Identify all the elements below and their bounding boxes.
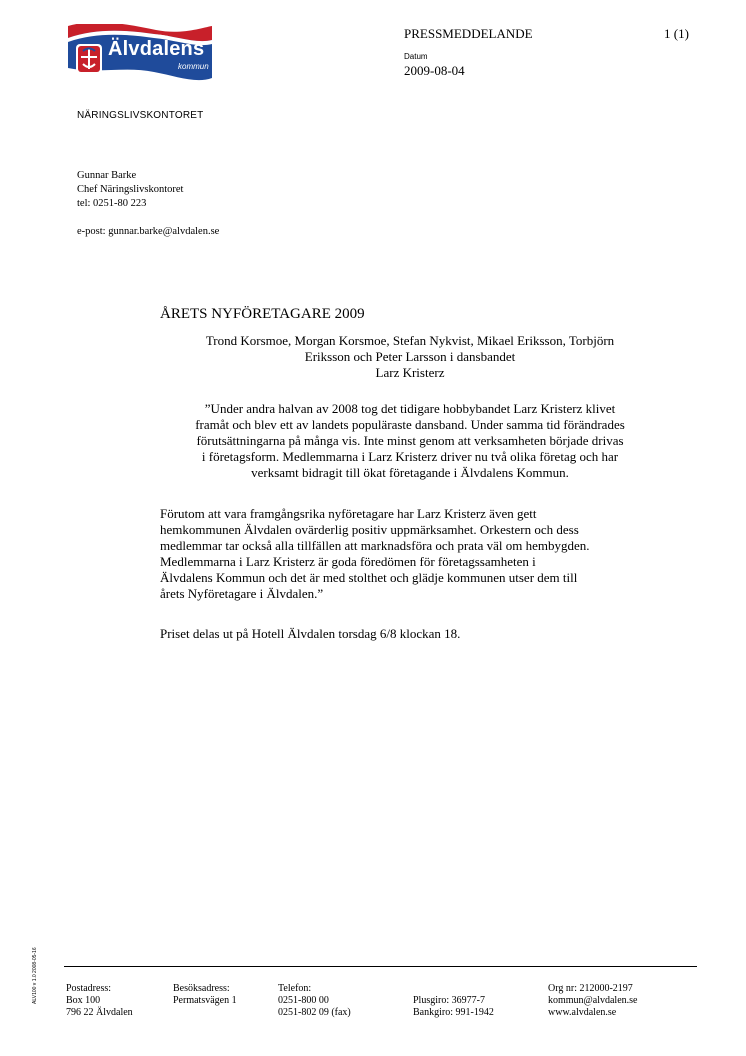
body-paragraph: [160, 506, 670, 602]
footer-divider: [64, 966, 697, 967]
contact-block: [77, 169, 183, 211]
footer-label: Besöksadress:: [173, 983, 230, 994]
alvdalens-kommun-logo: [66, 24, 214, 84]
paragraph-line: medlemmar tar också alla tillfällen att marknadsföra och prata väl om hembygden.: [160, 538, 590, 553]
footer-plusgiro: Plusgiro: 36977-7: [413, 995, 485, 1006]
footer-label: Postadress:: [66, 983, 111, 994]
contact-email[interactable]: e-post: gunnar.barke@alvdalen.se: [77, 226, 220, 237]
logo-subtitle: kommun: [178, 62, 209, 71]
footer-orgnr: Org nr: 212000-2197: [548, 983, 633, 994]
names-line: Larz Kristerz: [375, 365, 445, 380]
footer-value: Box 100: [66, 995, 101, 1006]
paragraph-line: hemkommunen Älvdalen ovärderlig positiv uppmärksamhet. Orkestern och dess: [160, 522, 579, 537]
document-type: PRESSMEDDELANDE: [404, 26, 533, 41]
quote-line: förutsättningarna på många vis. Inte minst genom att verksamheten började drivas: [196, 433, 624, 448]
footer-postal-address: [66, 983, 133, 1019]
footer-email[interactable]: kommun@alvdalen.se: [548, 995, 638, 1006]
quote-line: verksamt bidragit till ökat företagande i Älvdalens Kommun.: [251, 465, 569, 480]
quote-line: framåt och blev ett av landets populäraste dansband. Under samma tid förändrades: [195, 417, 625, 432]
names-line: Trond Korsmoe, Morgan Korsmoe, Stefan Nykvist, Mikael Eriksson, Torbjörn: [205, 333, 615, 348]
footer-website[interactable]: www.alvdalen.se: [548, 1007, 617, 1018]
paragraph-line: Älvdalens Kommun och det är med stolthet och glädje kommunen utser dem till: [160, 570, 578, 585]
page-number: 1 (1): [664, 26, 689, 41]
quote-line: ”Under andra halvan av 2008 tog det tidigare hobbybandet Larz Kristerz klivet: [204, 401, 616, 416]
paragraph-line: Medlemmarna i Larz Kristerz är goda föredömen för företagssamheten i: [160, 554, 536, 569]
footer-phone: [278, 983, 351, 1019]
footer-giro: [413, 983, 494, 1019]
form-code: ALV100 v 1.0 2008-05-16: [32, 947, 38, 1004]
footer-label: Telefon:: [278, 983, 312, 994]
names-line: Eriksson och Peter Larsson i dansbandet: [304, 349, 516, 364]
logo-wordmark: Älvdalens: [108, 38, 205, 60]
paragraph-line: årets Nyföretagare i Älvdalen.”: [160, 586, 324, 601]
footer-value: 0251-800 00: [278, 995, 329, 1006]
footer-value: Permatsvägen 1: [173, 995, 237, 1006]
press-release-title: ÅRETS NYFÖRETAGARE 2009: [160, 306, 365, 322]
contact-name: Gunnar Barke: [77, 170, 137, 181]
contact-title: Chef Näringslivskontoret: [77, 184, 184, 195]
footer-visit-address: [173, 983, 237, 1007]
footer-value: 796 22 Älvdalen: [66, 1007, 133, 1018]
footer-bankgiro: Bankgiro: 991-1942: [413, 1007, 494, 1018]
paragraph-line: Förutom att vara framgångsrika nyföretagare har Larz Kristerz även gett: [160, 506, 537, 521]
footer-value: 0251-802 09 (fax): [278, 1007, 351, 1018]
contact-phone: tel: 0251-80 223: [77, 198, 147, 209]
department-name: NÄRINGSLIVSKONTORET: [77, 110, 204, 121]
winner-names: [160, 333, 660, 381]
award-info: Priset delas ut på Hotell Älvdalen torsdag 6/8 klockan 18.: [160, 626, 461, 641]
footer-organisation: [548, 983, 637, 1019]
quote-line: i företagsform. Medlemmarna i Larz Kristerz driver nu två olika företag och har: [201, 449, 619, 464]
quote-paragraph: [160, 401, 660, 481]
date-value: 2009-08-04: [404, 63, 465, 78]
date-label: Datum: [404, 52, 428, 61]
footer-spacer: [413, 983, 494, 995]
